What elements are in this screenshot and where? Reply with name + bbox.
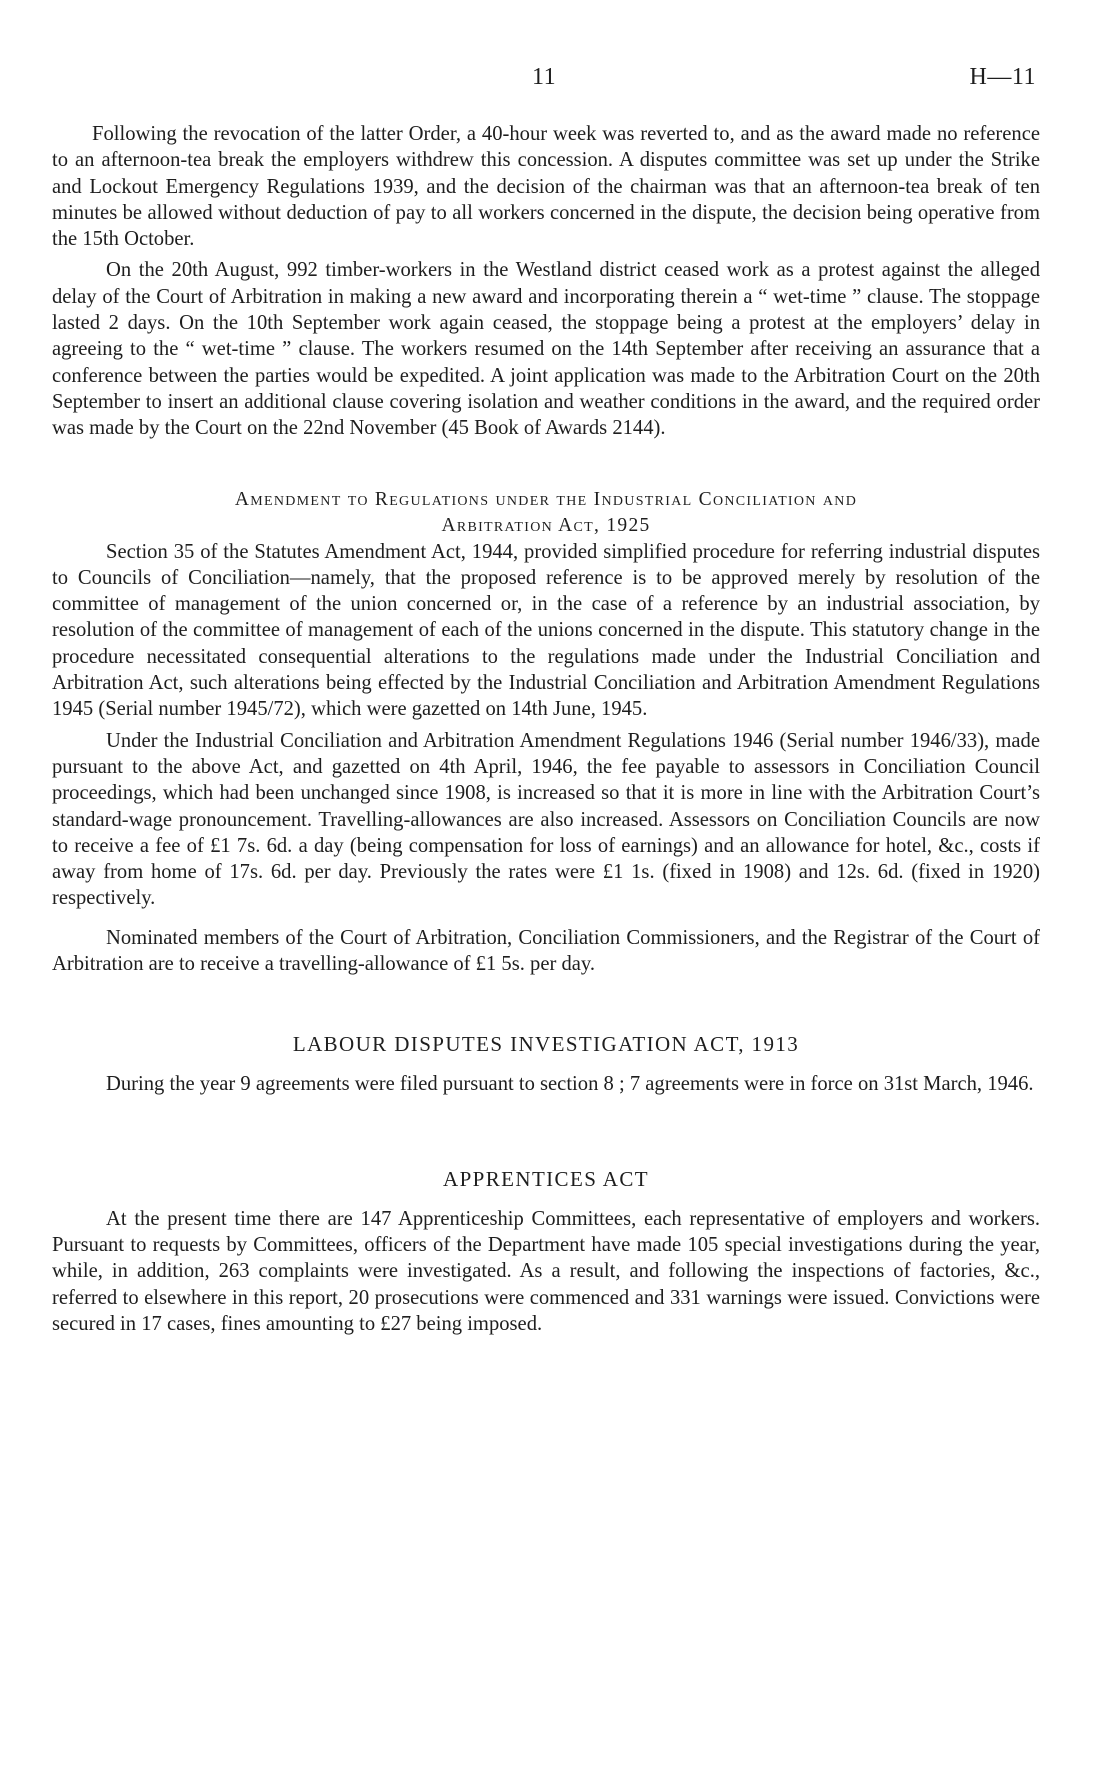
paragraph-assessor-fees: Under the Industrial Conciliation and Arbitration Amendment Regulations 1946 (Serial number 1946/33), made pursuant to the above Act, and gazetted on 4th April, 1946, the fee payable to assessors in Conciliation Council proceedings, which had been unchanged since 1908, is increased so that it is more in line with the Arbitration Court’s standard-wage pronouncement. Travelling-allowances are also increased. Assessors on Conciliation Councils are now to receive a fee of £1 7s. 6d. a day (being compensation for loss of earnings) and an allowance for hotel, &c., costs if away from home of 17s. 6d. per day. Previously the rates were £1 1s. (fixed in 1908) and 12s. 6d. (fixed in 1920) respectively. [52, 729, 1040, 910]
paragraph-afternoon-tea: Following the revocation of the latter Order, a 40-hour week was reverted to, and as the award made no reference to an afternoon-tea break the employers withdrew this concession. A disputes committee was set up under the Strike and Lockout Emergency Regulations 1939, and the decision of the chairman was that an afternoon-tea break of ten minutes be allowed without deduction of pay to all workers concerned in the dispute, the decision being operative from the 15th October. [52, 123, 1040, 251]
document-code: H—11 [969, 64, 1036, 90]
labour-disputes-heading: LABOUR DISPUTES INVESTIGATION ACT, 1913 [292, 1032, 800, 1057]
amendment-heading-line-2: Arbitration Act, 1925 [441, 514, 651, 536]
page-number: 11 [532, 64, 557, 90]
paragraph-westland-stoppage: On the 20th August, 992 timber-workers in the Westland district ceased work as a protest against the alleged delay of the Court of Arbitration in making a new award and incorporating therein a “ wet-time ” clause. The stoppage lasted 2 days. On the 10th September work again ceased, the stoppage being a protest at the employers’ delay in agreeing to the “ wet-time ” clause. The workers resumed on the 14th September after receiving an assurance that a conference between the parties would be expedited. A joint application was made to the Arbitration Court on the 20th September to insert an additional clause covering isolation and weather conditions in the award, and the required order was made by the Court on the 22nd November (45 Book of Awards 2144). [52, 259, 1040, 440]
paragraph-agreements-filed: During the year 9 agreements were filed pursuant to section 8 ; 7 agreements were in force on 31st March, 1946. [106, 1073, 1034, 1096]
page-body [52, 121, 1040, 1337]
amendment-section-heading [52, 487, 1040, 539]
paragraph-apprenticeship-committees: At the present time there are 147 Apprenticeship Committees, each representative of employers and workers. Pursuant to requests by Committees, officers of the Department have made 105 special investigations during the year, while, in addition, 263 complaints were investigated. As a result, and following the inspections of factories, &c., referred to elsewhere in this report, 20 prosecutions were commenced and 331 warnings were issued. Convictions were secured in 17 cases, fines amounting to £27 being imposed. [52, 1207, 1040, 1335]
paragraph-travelling-allowance: Nominated members of the Court of Arbitration, Conciliation Commissioners, and the Registrar of the Court of Arbitration are to receive a travelling-allowance of £1 5s. per day. [52, 926, 1040, 976]
paragraph-section-35: Section 35 of the Statutes Amendment Act, 1944, provided simplified procedure for referring industrial disputes to Councils of Conciliation—namely, that the proposed reference is to be approved merely by resolution of the committee of management of the union concerned or, in the case of a reference by an industrial association, by resolution of the committee of management of each of the unions concerned in the dispute. This statutory change in the procedure necessitated consequential alterations to the regulations made under the Industrial Conciliation and Arbitration Act, such alterations being effected by the Industrial Conciliation and Arbitration Amendment Regulations 1945 (Serial number 1945/72), which were gazetted on 14th June, 1945. [52, 540, 1040, 721]
apprentices-heading: APPRENTICES ACT [443, 1166, 649, 1191]
page-header [0, 64, 1114, 94]
amendment-heading-line-1: Amendment to Regulations under the Industrial Conciliation and [234, 488, 858, 510]
